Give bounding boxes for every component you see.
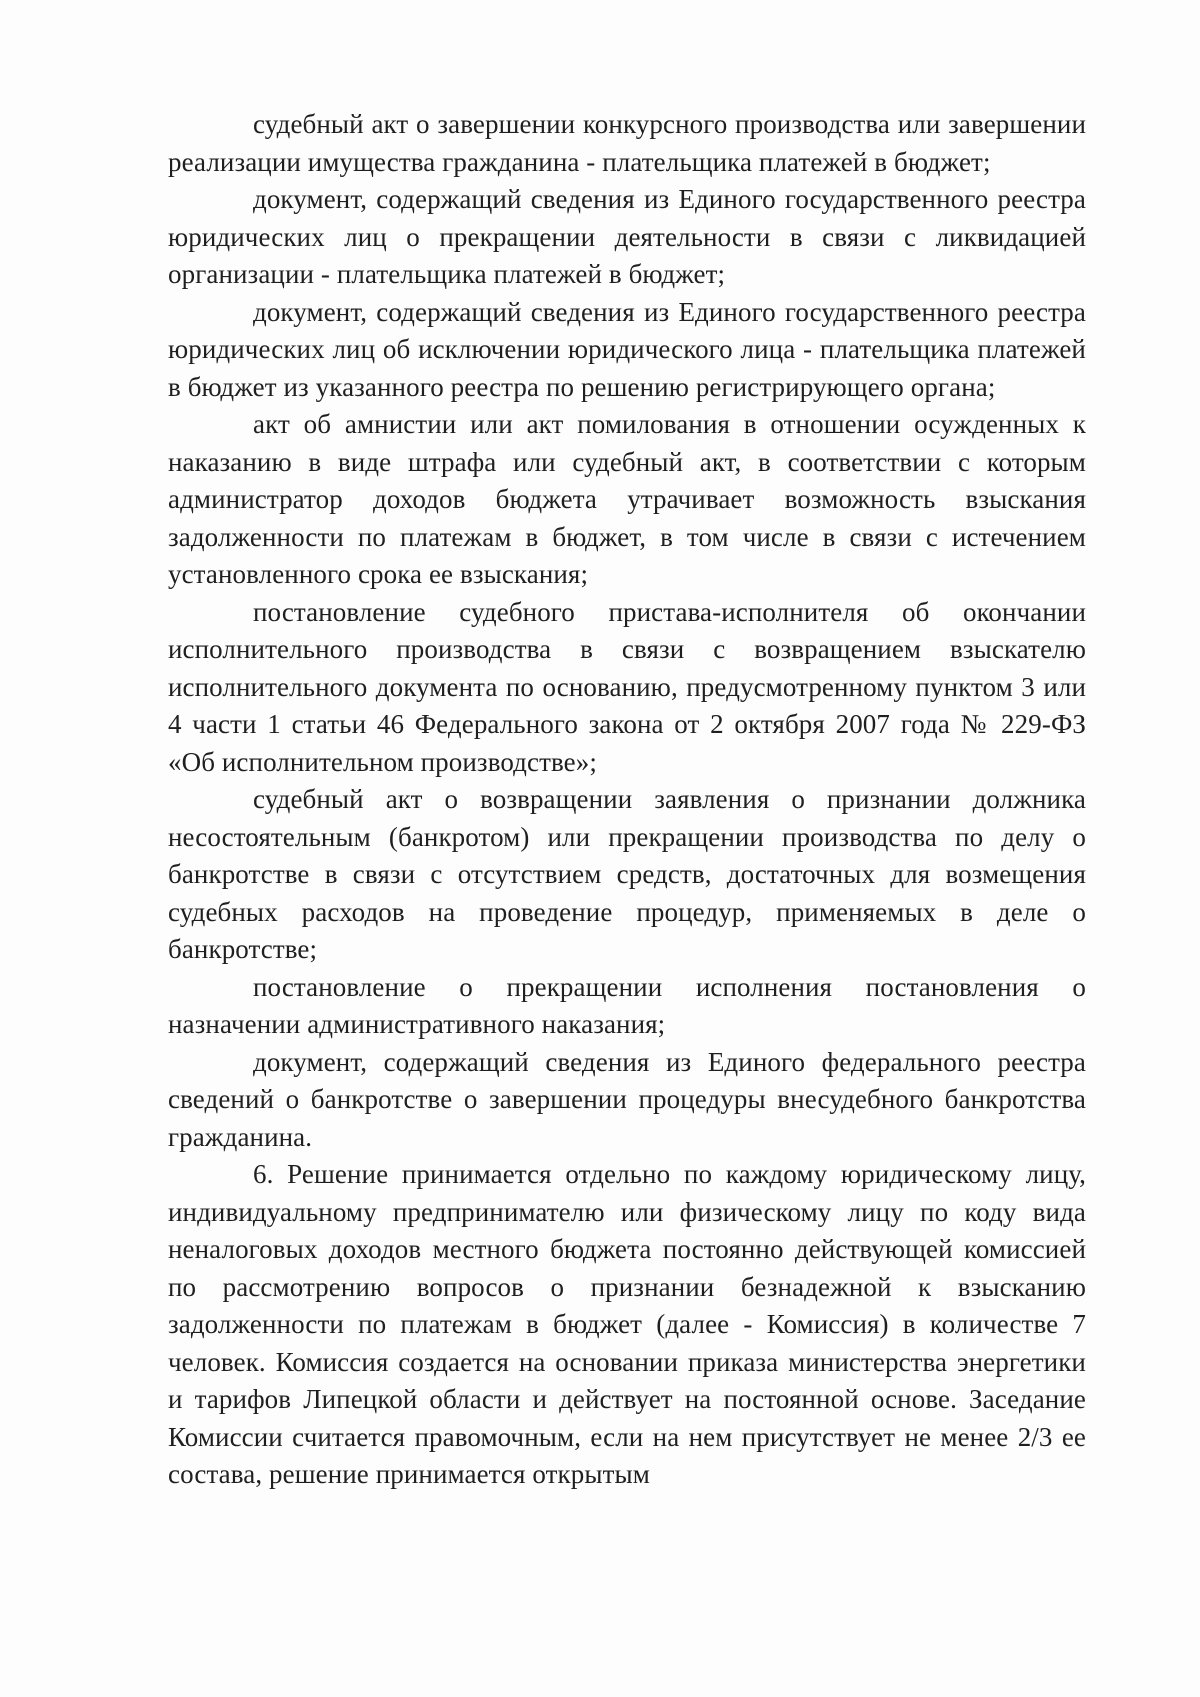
paragraph-exclusion-from-register: документ, содержащий сведения из Единого государственного реестра юридических лиц об исключении юридического лица - плательщика платежей в бюджет из указанного реестра по решению регистрирующего органа; — [168, 296, 1086, 402]
paragraph-liquidation-record: документ, содержащий сведения из Единого государственного реестра юридических лиц о прекращении деятельности в связи с ликвидацией организации - плательщика платежей в бюджет; — [168, 184, 1086, 289]
paragraph-amnesty-act: акт об амнистии или акт помилования в отношении осужденных к наказанию в виде штрафа или судебный акт, в соответствии с которым администратор доходов бюджета утрачивает возможность взыскания задолженности по платежам в бюджет, в том числе в связи с истечением установленного срока ее взыскания; — [168, 409, 1086, 589]
paragraph-termination-of-penalty: постановление о прекращении исполнения постановления о назначении административного наказания; — [168, 971, 1086, 1039]
paragraph-completion-of-bankruptcy: судебный акт о завершении конкурсного производства или завершении реализации имущества гражданина - плательщика платежей в бюджет; — [168, 109, 1086, 177]
paragraph-section-6-commission: 6. Решение принимается отдельно по каждому юридическому лицу, индивидуальному предпринимателю или физическому лицу по коду вида неналоговых доходов местного бюджета постоянно действующей комиссией по рассмотрению вопросов о признании безнадежной к взысканию задолженности по платежам в бюджет (далее - Комиссия) в количестве 7 человек. Комиссия создается на основании приказа министерства энергетики и тарифов Липецкой области и действует на постоянной основе. Заседание Комиссии считается правомочным, если на нем присутствует не менее 2/3 ее состава, решение принимается открытым — [168, 1159, 1086, 1489]
paragraph-bankruptcy-return: судебный акт о возвращении заявления о признании должника несостоятельным (банкротом) или прекращении производства по делу о банкротстве в связи с отсутствием средств, достаточных для возмещения судебных расходов на проведение процедур, применяемых в деле о банкротстве; — [168, 784, 1086, 964]
document-body — [168, 106, 1086, 1494]
paragraph-extrajudicial-bankruptcy: документ, содержащий сведения из Единого федерального реестра сведений о банкротстве о завершении процедуры внесудебного банкротства гражданина. — [168, 1046, 1086, 1152]
paragraph-bailiff-resolution: постановление судебного пристава-исполнителя об окончании исполнительного производства в связи с возвращением взыскателю исполнительного документа по основанию, предусмотренному пунктом 3 или 4 части 1 статьи 46 Федерального закона от 2 октября 2007 года № 229-ФЗ «Об исполнительном производстве»; — [168, 596, 1086, 777]
